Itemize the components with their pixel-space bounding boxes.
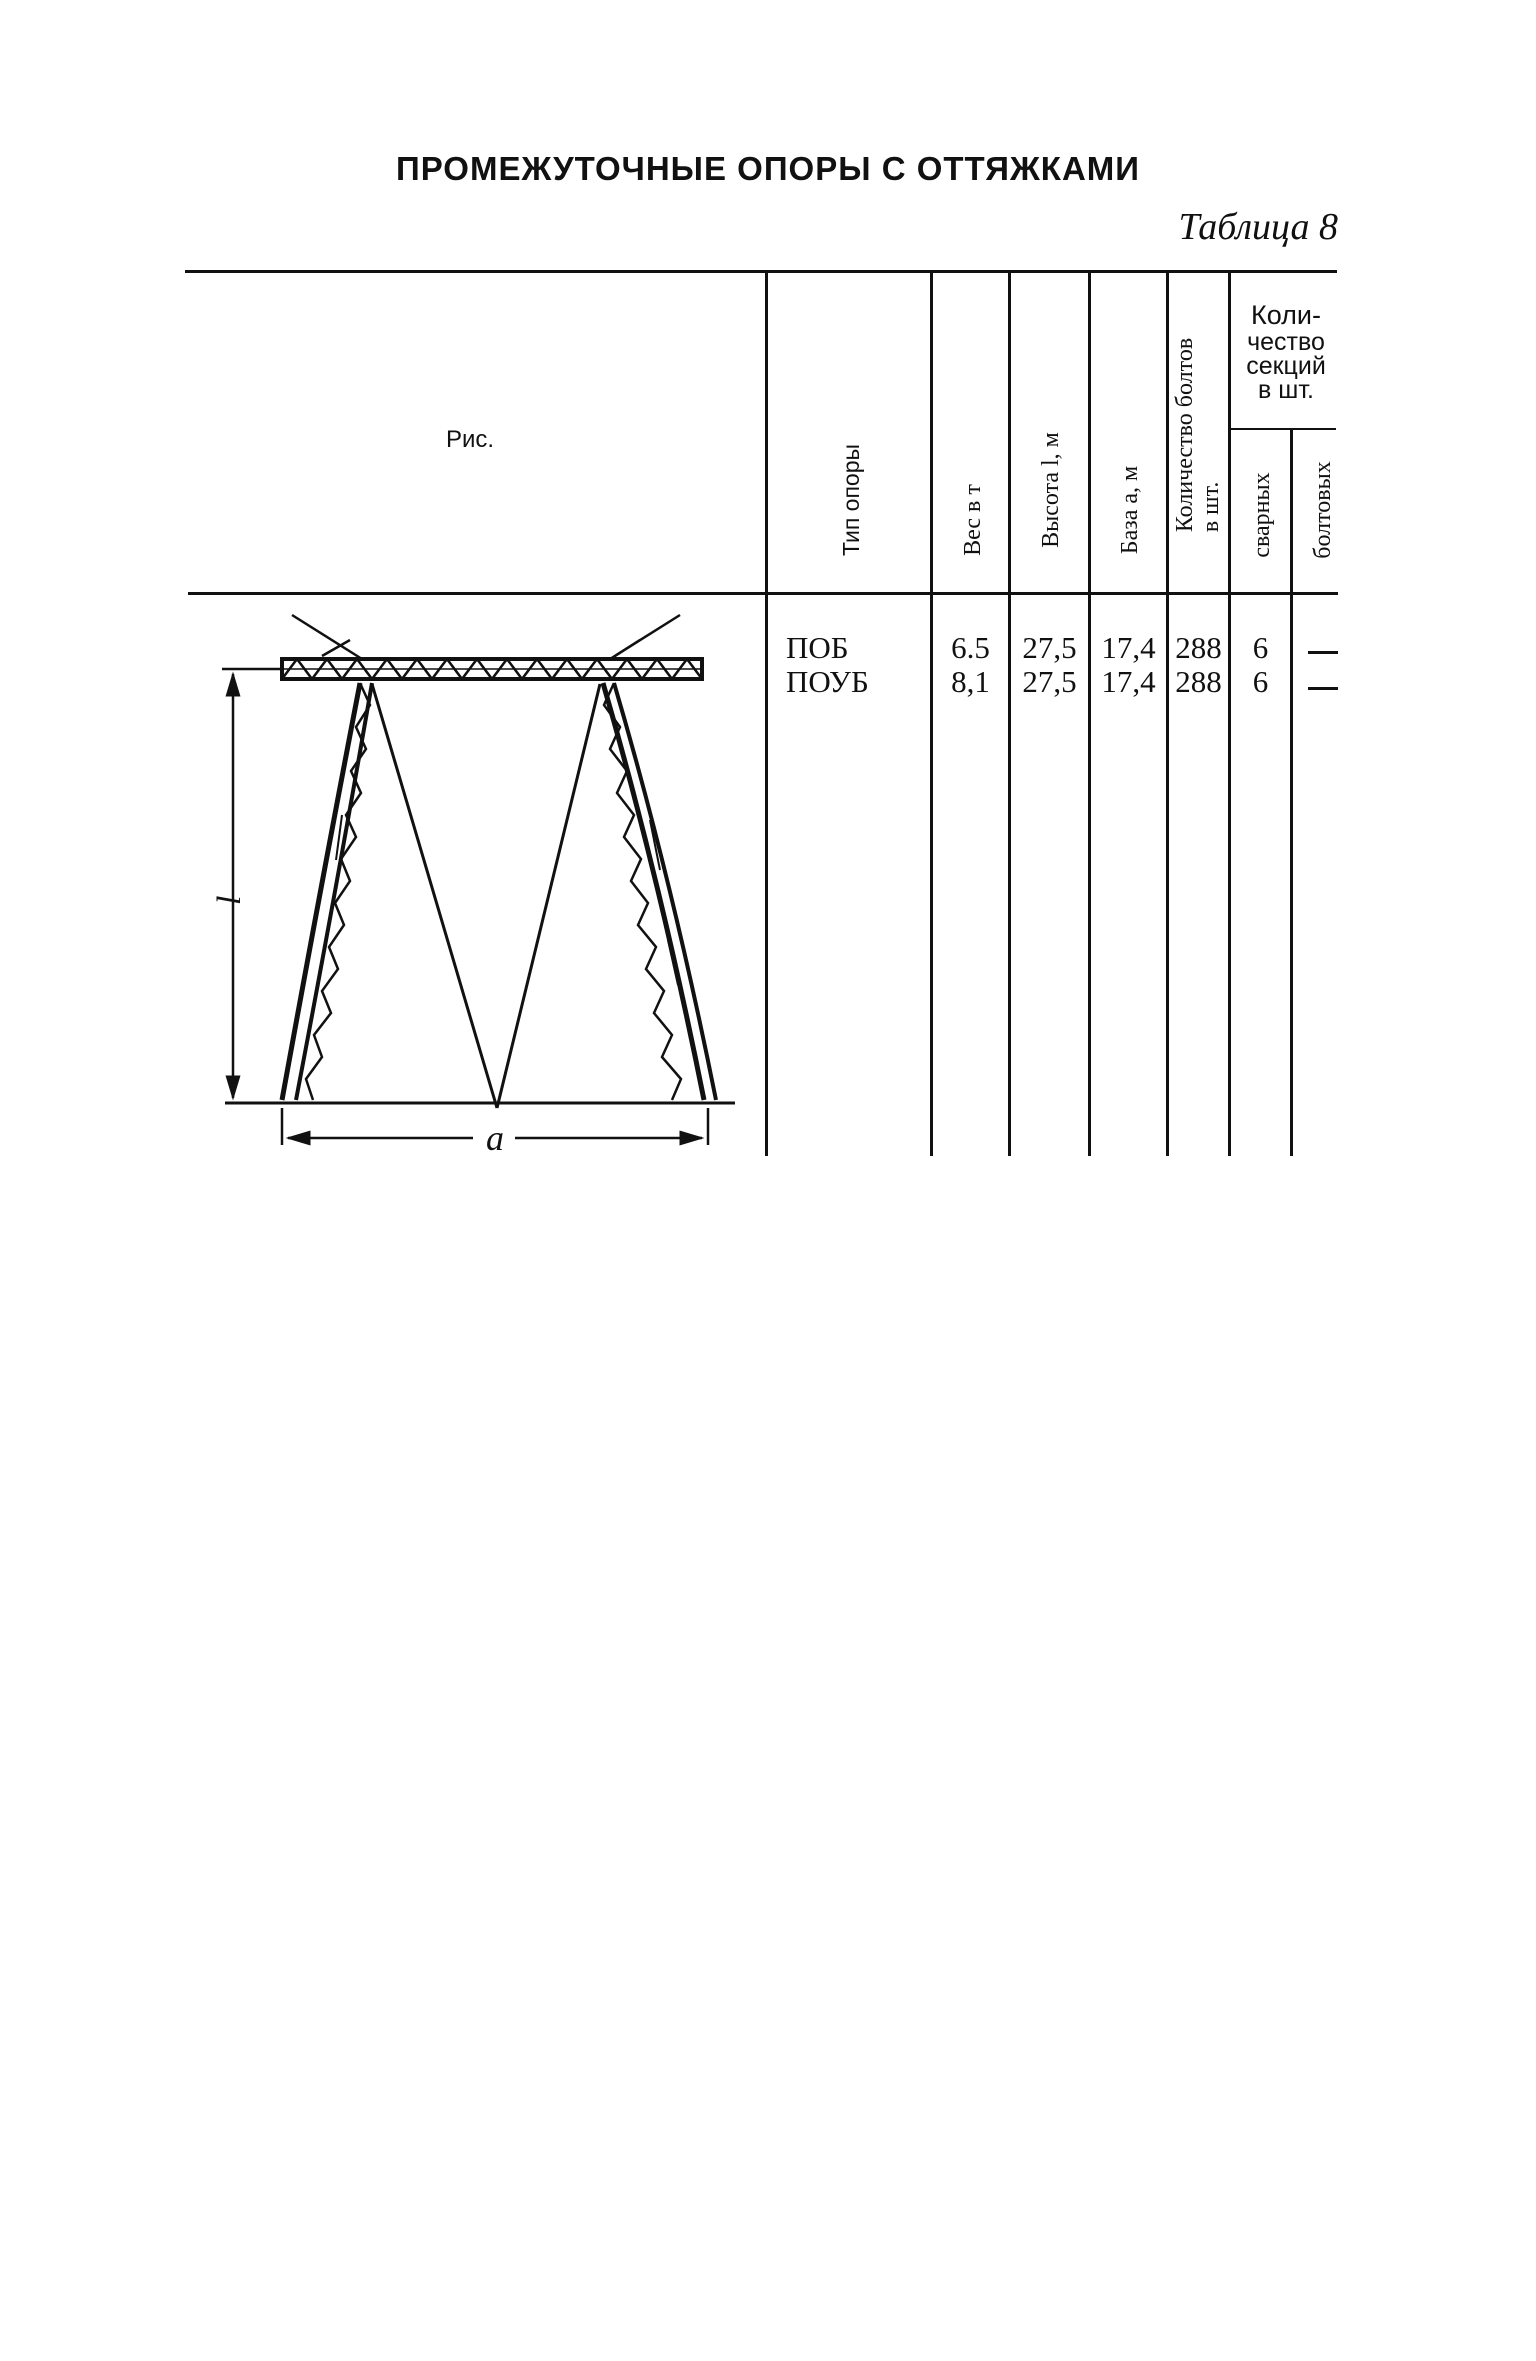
header-welded: сварных	[1249, 472, 1275, 558]
header-height: Высота l, м	[1038, 432, 1064, 548]
table-row-2-welded: 6	[1252, 664, 1269, 699]
header-sections-line1: Коли-	[1251, 300, 1321, 330]
tower-right-leg	[603, 683, 716, 1100]
tower-guy-wires	[372, 684, 600, 1108]
tower-left-leg	[282, 683, 372, 1100]
dimension-label-height: l	[211, 895, 248, 905]
table-row-2-type: ПОУБ	[786, 664, 869, 699]
header-sections-line3: секций	[1246, 352, 1326, 380]
tower-height-dimension	[222, 669, 282, 1098]
dimension-label-base: a	[486, 1118, 504, 1158]
table-number: Таблица 8	[1178, 206, 1338, 248]
table-row-2-weight: 8,1	[951, 664, 990, 699]
table-row-2-height: 27,5	[1022, 664, 1077, 699]
header-bolts-line1: Количество болтов	[1172, 337, 1198, 533]
header-sections-line2: чество	[1247, 328, 1325, 356]
tower-top-guys	[292, 615, 680, 659]
header-base: База a, м	[1117, 465, 1143, 555]
header-weight: Вес в т	[960, 484, 986, 556]
page-title: ПРОМЕЖУТОЧНЫЕ ОПОРЫ С ОТТЯЖКАМИ	[396, 150, 1140, 187]
header-sections-line4: в шт.	[1258, 376, 1314, 404]
table-row-2-bolts: 288	[1175, 664, 1222, 699]
table-row-1-bolts: 288	[1175, 630, 1222, 665]
table-row-1-welded: 6	[1252, 630, 1269, 665]
table-row-1-weight: 6.5	[951, 630, 990, 665]
table-row-1-height: 27,5	[1022, 630, 1077, 665]
tower-crossbar	[282, 659, 702, 679]
table-row-1-type: ПОБ	[786, 630, 849, 665]
header-type: Тип опоры	[838, 443, 864, 557]
header-bolted: болтовых	[1310, 461, 1336, 559]
header-bolts-line2: в шт.	[1198, 481, 1224, 533]
table-row-1-base: 17,4	[1101, 630, 1156, 665]
header-figure: Рис.	[445, 426, 495, 453]
table-row-2-base: 17,4	[1101, 664, 1156, 699]
